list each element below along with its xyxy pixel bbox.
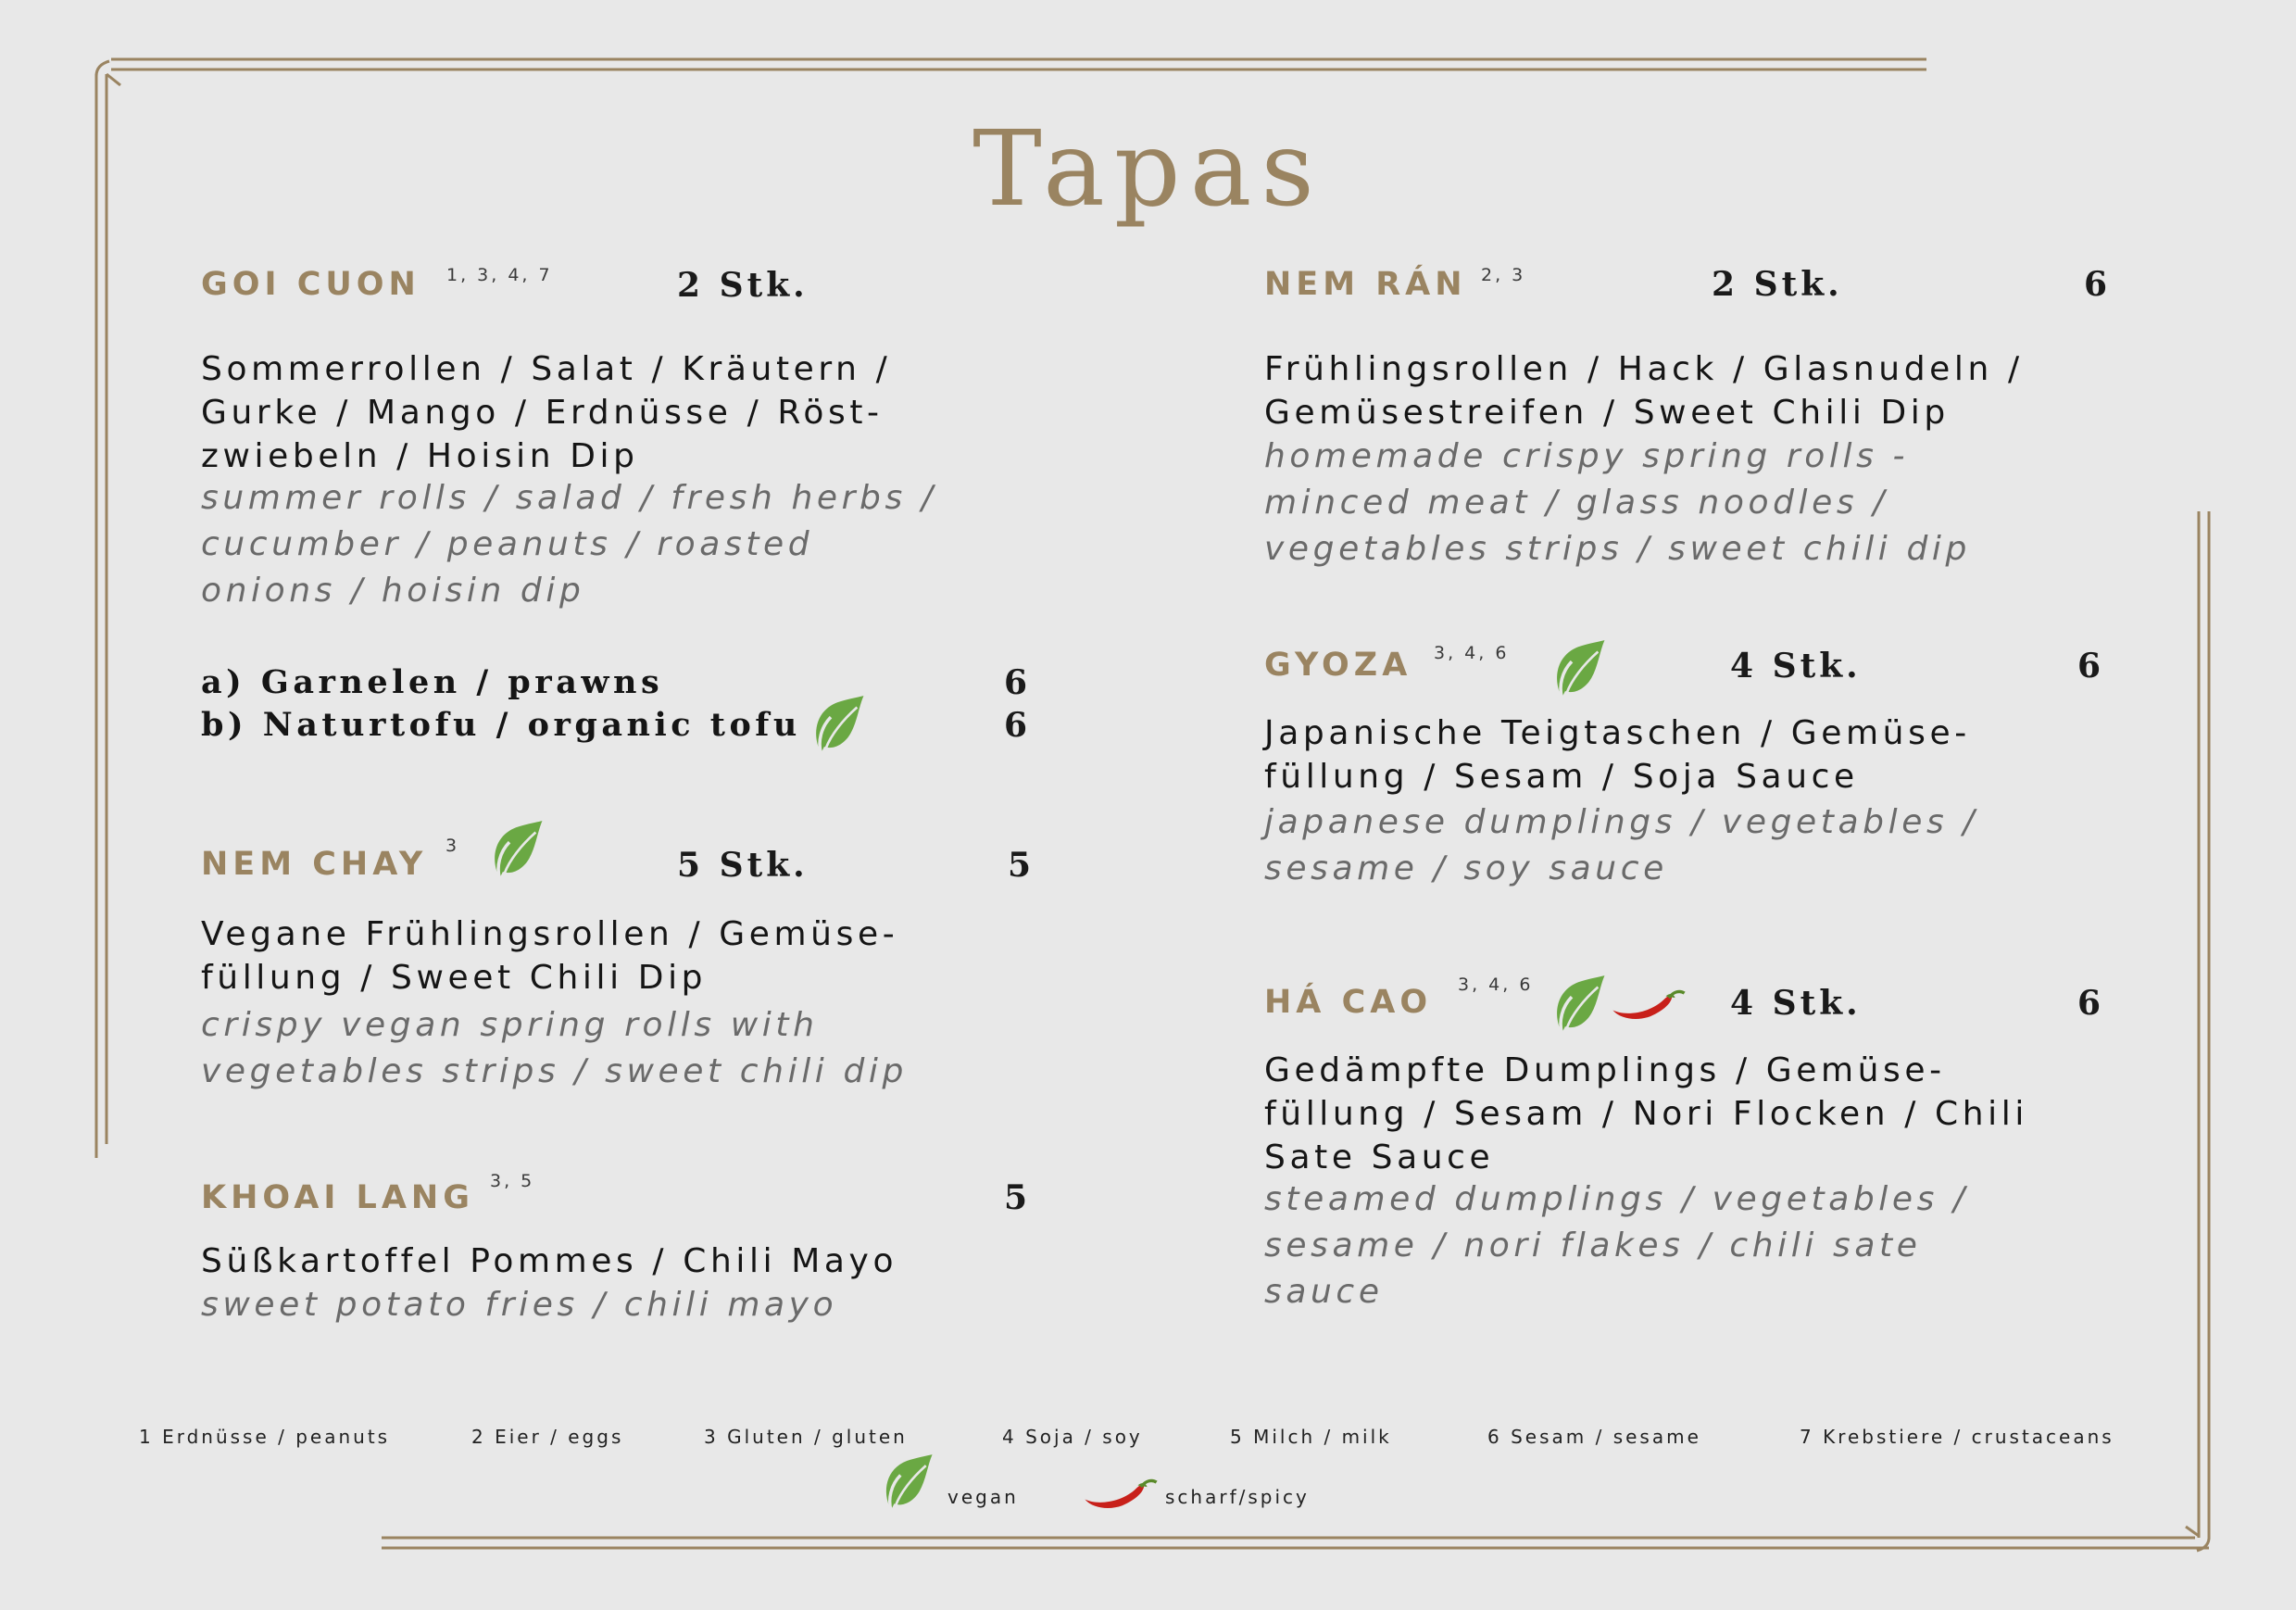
price: 6 — [1004, 706, 1032, 745]
description-en: summer rolls / salad / fresh herbs / cucumber / peanuts / roasted onions / hoisin dip — [201, 479, 937, 610]
quantity: 2 Stk. — [1712, 265, 1843, 304]
allergen-numbers: 1, 3, 4, 7 — [446, 265, 553, 285]
description-de: Süßkartoffel Pommes / Chili Mayo — [201, 1242, 898, 1280]
legend-item: 1 Erdnüsse / peanuts — [139, 1426, 391, 1448]
variant-tofu: b) Naturtofu / organic tofu — [201, 706, 801, 744]
dish-name: GYOZA — [1264, 647, 1412, 684]
variant-prawns: a) Garnelen / prawns — [201, 663, 664, 701]
price: 6 — [1004, 663, 1032, 702]
allergen-numbers: 3, 5 — [490, 1171, 535, 1191]
price: 6 — [2084, 265, 2112, 304]
allergen-numbers: 2, 3 — [1481, 265, 1526, 285]
allergen-numbers: 3 — [445, 836, 460, 856]
description-en: sweet potato fries / chili mayo — [201, 1286, 838, 1324]
chili-pepper-icon — [1082, 1471, 1160, 1514]
dish-name: GOI CUON — [201, 266, 420, 303]
quantity: 4 Stk. — [1730, 984, 1862, 1023]
legend-item: 5 Milch / milk — [1230, 1426, 1392, 1448]
dish-name: NEM RÁN — [1264, 266, 1467, 303]
description-de: Frühlingsrollen / Hack / Glasnudeln / Gemüsestreifen / Sweet Chili Dip — [1264, 350, 2024, 432]
legend-item: 3 Gluten / gluten — [704, 1426, 908, 1448]
description-en: japanese dumplings / vegetables / sesame / soy sauce — [1264, 803, 1979, 887]
description-de: Vegane Frühlingsrollen / Gemüse- füllung / Sweet Chili Dip — [201, 915, 899, 997]
allergen-numbers: 3, 4, 6 — [1458, 975, 1534, 995]
description-en: homemade crispy spring rolls - minced meat / glass noodles / vegetables strips / sweet chili dip — [1264, 437, 1971, 568]
description-de: Sommerrollen / Salat / Kräutern / Gurke / Mango / Erdnüsse / Röst- zwiebeln / Hoisin Dip — [201, 350, 892, 475]
description-en: crispy vegan spring rolls with vegetables strips / sweet chili dip — [201, 1006, 908, 1090]
price: 5 — [1008, 846, 1035, 885]
legend-item: 2 Eier / eggs — [471, 1426, 624, 1448]
price: 5 — [1004, 1178, 1032, 1217]
legend-item: 7 Krebstiere / crustaceans — [1800, 1426, 2114, 1448]
price: 6 — [2077, 647, 2105, 686]
description-de: Gedämpfte Dumplings / Gemüse- füllung / Sesam / Nori Flocken / Chili Sate Sauce — [1264, 1051, 2028, 1176]
legend-item: 4 Soja / soy — [1002, 1426, 1143, 1448]
legend-item: 6 Sesam / sesame — [1487, 1426, 1701, 1448]
legend-vegan-label: vegan — [947, 1486, 1019, 1508]
vegan-leaf-icon — [1550, 973, 1608, 1038]
quantity: 4 Stk. — [1730, 647, 1862, 686]
price: 6 — [2077, 984, 2105, 1023]
vegan-leaf-icon — [880, 1453, 935, 1514]
quantity: 2 Stk. — [677, 266, 809, 305]
quantity: 5 Stk. — [677, 846, 809, 885]
dish-name: NEM CHAY — [201, 846, 428, 883]
page-title: Tapas — [972, 109, 1324, 230]
dish-name: KHOAI LANG — [201, 1179, 474, 1216]
vegan-leaf-icon — [1550, 637, 1608, 702]
allergen-numbers: 3, 4, 6 — [1434, 643, 1510, 663]
chili-pepper-icon — [1610, 982, 1687, 1025]
legend-spicy-label: scharf/spicy — [1165, 1486, 1310, 1508]
description-de: Japanische Teigtaschen / Gemüse- füllung / Sesam / Soja Sauce — [1264, 714, 1971, 796]
dish-name: HÁ CAO — [1264, 984, 1433, 1021]
vegan-leaf-icon — [809, 693, 867, 758]
vegan-leaf-icon — [488, 818, 546, 883]
description-en: steamed dumplings / vegetables / sesame / nori flakes / chili sate sauce — [1264, 1180, 1969, 1311]
